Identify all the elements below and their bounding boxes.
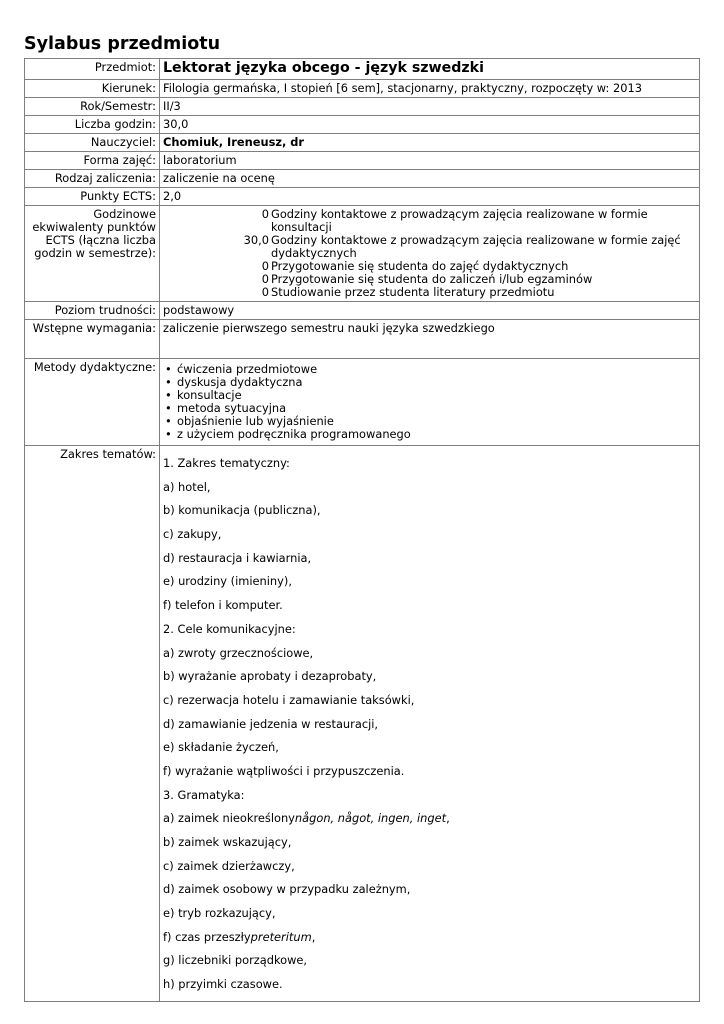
label-wstepne-wymagania: Wstępne wymagania: — [25, 320, 160, 359]
ects-hours: 0 — [261, 272, 269, 286]
value-wstepne-wymagania: zaliczenie pierwszego semestru nauki języka szwedzkiego — [160, 320, 700, 359]
value-liczba-godzin: 30,0 — [160, 116, 700, 134]
ects-item — [163, 208, 696, 234]
ects-hours: 0 — [261, 207, 269, 221]
row-wstepne-wymagania — [25, 320, 700, 359]
ects-hours: 30,0 — [243, 233, 269, 247]
topic-line — [163, 694, 696, 707]
value-metody-dydaktyczne — [160, 359, 700, 446]
topic-line — [163, 552, 696, 565]
value-forma-zajec: laboratorium — [160, 152, 700, 170]
value-punkty-ects: 2,0 — [160, 188, 700, 206]
topic-line — [163, 907, 696, 920]
topic-text: b) wyrażanie aprobaty i dezaprobaty, — [163, 669, 377, 684]
value-nauczyciel — [160, 134, 700, 152]
topic-line — [163, 718, 696, 731]
topic-line — [163, 954, 696, 967]
value-godzinowe-ekwiwalenty — [160, 206, 700, 302]
topic-text: f) telefon i komputer. — [163, 598, 283, 613]
topic-text: e) tryb rozkazujący, — [163, 906, 276, 921]
topic-text: a) zwroty grzecznościowe, — [163, 645, 314, 660]
label-rok-semestr: Rok/Semestr: — [25, 98, 160, 116]
topic-text: c) zakupy, — [163, 527, 222, 542]
row-godzinowe-ekwiwalenty — [25, 206, 700, 302]
value-poziom-trudnosci: podstawowy — [160, 302, 700, 320]
label-godzinowe-ekwiwalenty: Godzinowe ekwiwalenty punktów ECTS (łączna liczba godzin w semestrze): — [25, 206, 160, 302]
label-metody-dydaktyczne: Metody dydaktyczne: — [25, 359, 160, 446]
ects-description: Godziny kontaktowe z prowadzącym zajęcia realizowane w formie konsultacji — [271, 207, 648, 234]
value-rodzaj-zaliczenia: zaliczenie na ocenę — [160, 170, 700, 188]
topic-text: g) liczebniki porządkowe, — [163, 953, 308, 968]
topic-line — [163, 883, 696, 896]
value-kierunek: Filologia germańska, I stopień [6 sem], stacjonarny, praktyczny, rozpoczęty w: 2013 — [160, 80, 700, 98]
value-przedmiot — [160, 59, 700, 80]
ects-description: Przygotowanie się studenta do zaliczeń i/lub egzaminów — [271, 272, 593, 286]
topic-text: d) zaimek osobowy w przypadku zależnym, — [163, 882, 411, 897]
method-item: • z użyciem podręcznika programowanego — [177, 428, 696, 441]
topic-text: 3. Gramatyka: — [163, 787, 245, 802]
page-title: Sylabus przedmiotu — [24, 34, 221, 54]
row-rodzaj-zaliczenia — [25, 170, 700, 188]
row-rok-semestr — [25, 98, 700, 116]
topic-line — [163, 481, 696, 494]
label-przedmiot: Przedmiot: — [25, 59, 160, 80]
topic-text: b) zaimek wskazujący, — [163, 835, 292, 849]
topic-line — [163, 978, 696, 991]
topic-text: c) rezerwacja hotelu i zamawianie taksówki, — [163, 692, 415, 707]
method-item: • konsultacje — [177, 389, 696, 402]
method-item: • ćwiczenia przedmiotowe — [177, 363, 696, 376]
topic-line — [163, 741, 696, 754]
label-zakres-tematow: Zakres tematów: — [25, 446, 160, 1002]
value-rok-semestr: II/3 — [160, 98, 700, 116]
ects-hours: 0 — [261, 259, 269, 273]
topic-text: h) przyimki czasowe. — [163, 977, 283, 992]
subject-name: Lektorat języka obcego - język szwedzki — [163, 60, 484, 76]
topic-line — [163, 670, 696, 683]
ects-hours-list — [163, 208, 696, 299]
topic-text: 2. Cele komunikacyjne: — [163, 621, 296, 636]
row-przedmiot — [25, 59, 700, 80]
row-forma-zajec — [25, 152, 700, 170]
row-zakres-tematow — [25, 446, 700, 1002]
topic-text: a) zaimek nieokreślony — [163, 811, 295, 826]
label-rodzaj-zaliczenia: Rodzaj zaliczenia: — [25, 170, 160, 188]
label-forma-zajec: Forma zajęć: — [25, 152, 160, 170]
label-kierunek: Kierunek: — [25, 80, 160, 98]
label-liczba-godzin: Liczba godzin: — [25, 116, 160, 134]
topic-line — [163, 457, 696, 470]
row-poziom-trudnosci — [25, 302, 700, 320]
topic-text: e) składanie życzeń, — [163, 740, 279, 755]
ects-item — [163, 234, 696, 260]
topic-line — [163, 647, 696, 660]
topic-punctuation: , — [311, 929, 316, 944]
topic-line — [163, 789, 696, 802]
topic-italic-term: någon, något, ingen, inget — [294, 811, 447, 826]
value-zakres-tematow — [160, 446, 700, 1002]
topic-line — [163, 812, 696, 825]
ects-hours: 0 — [261, 285, 269, 299]
topic-line — [163, 528, 696, 541]
topic-text: e) urodziny (imieniny), — [163, 574, 292, 589]
row-nauczyciel — [25, 134, 700, 152]
teacher-name: Chomiuk, Ireneusz, dr — [163, 135, 305, 149]
topics-list — [163, 457, 696, 991]
syllabus-table — [24, 58, 700, 1002]
topic-text: f) czas przeszły — [163, 929, 251, 944]
topic-text: f) wyrażanie wątpliwości i przypuszczenia. — [163, 763, 405, 778]
topic-punctuation: , — [446, 811, 450, 826]
ects-description: Przygotowanie się studenta do zajęć dydaktycznych — [271, 259, 569, 273]
label-poziom-trudnosci: Poziom trudności: — [25, 302, 160, 320]
ects-description: Studiowanie przez studenta literatury przedmiotu — [271, 285, 555, 299]
topic-text: a) hotel, — [163, 479, 211, 494]
method-item: • dyskusja dydaktyczna — [177, 376, 696, 389]
label-nauczyciel: Nauczyciel: — [25, 134, 160, 152]
row-liczba-godzin — [25, 116, 700, 134]
topic-line — [163, 504, 696, 517]
topic-line — [163, 836, 696, 849]
row-kierunek — [25, 80, 700, 98]
topic-text: b) komunikacja (publiczna), — [163, 503, 321, 518]
ects-item — [163, 286, 696, 299]
topic-line — [163, 575, 696, 588]
method-item: • objaśnienie lub wyjaśnienie — [177, 415, 696, 428]
method-item: • metoda sytuacyjna — [177, 402, 696, 415]
topic-text: d) zamawianie jedzenia w restauracji, — [163, 716, 379, 731]
topic-italic-term: preteritum — [250, 929, 312, 944]
topic-line — [163, 931, 696, 944]
topic-text: 1. Zakres tematyczny: — [163, 456, 290, 470]
topic-text: c) zaimek dzierżawczy, — [163, 858, 295, 873]
ects-description: Godziny kontaktowe z prowadzącym zajęcia realizowane w formie zajęć dydaktycznych — [271, 233, 681, 260]
row-punkty-ects — [25, 188, 700, 206]
topic-line — [163, 623, 696, 636]
topic-line — [163, 860, 696, 873]
row-metody-dydaktyczne — [25, 359, 700, 446]
topic-line — [163, 765, 696, 778]
label-punkty-ects: Punkty ECTS: — [25, 188, 160, 206]
topic-text: d) restauracja i kawiarnia, — [163, 550, 312, 565]
methods-list — [163, 363, 696, 441]
topic-line — [163, 599, 696, 612]
